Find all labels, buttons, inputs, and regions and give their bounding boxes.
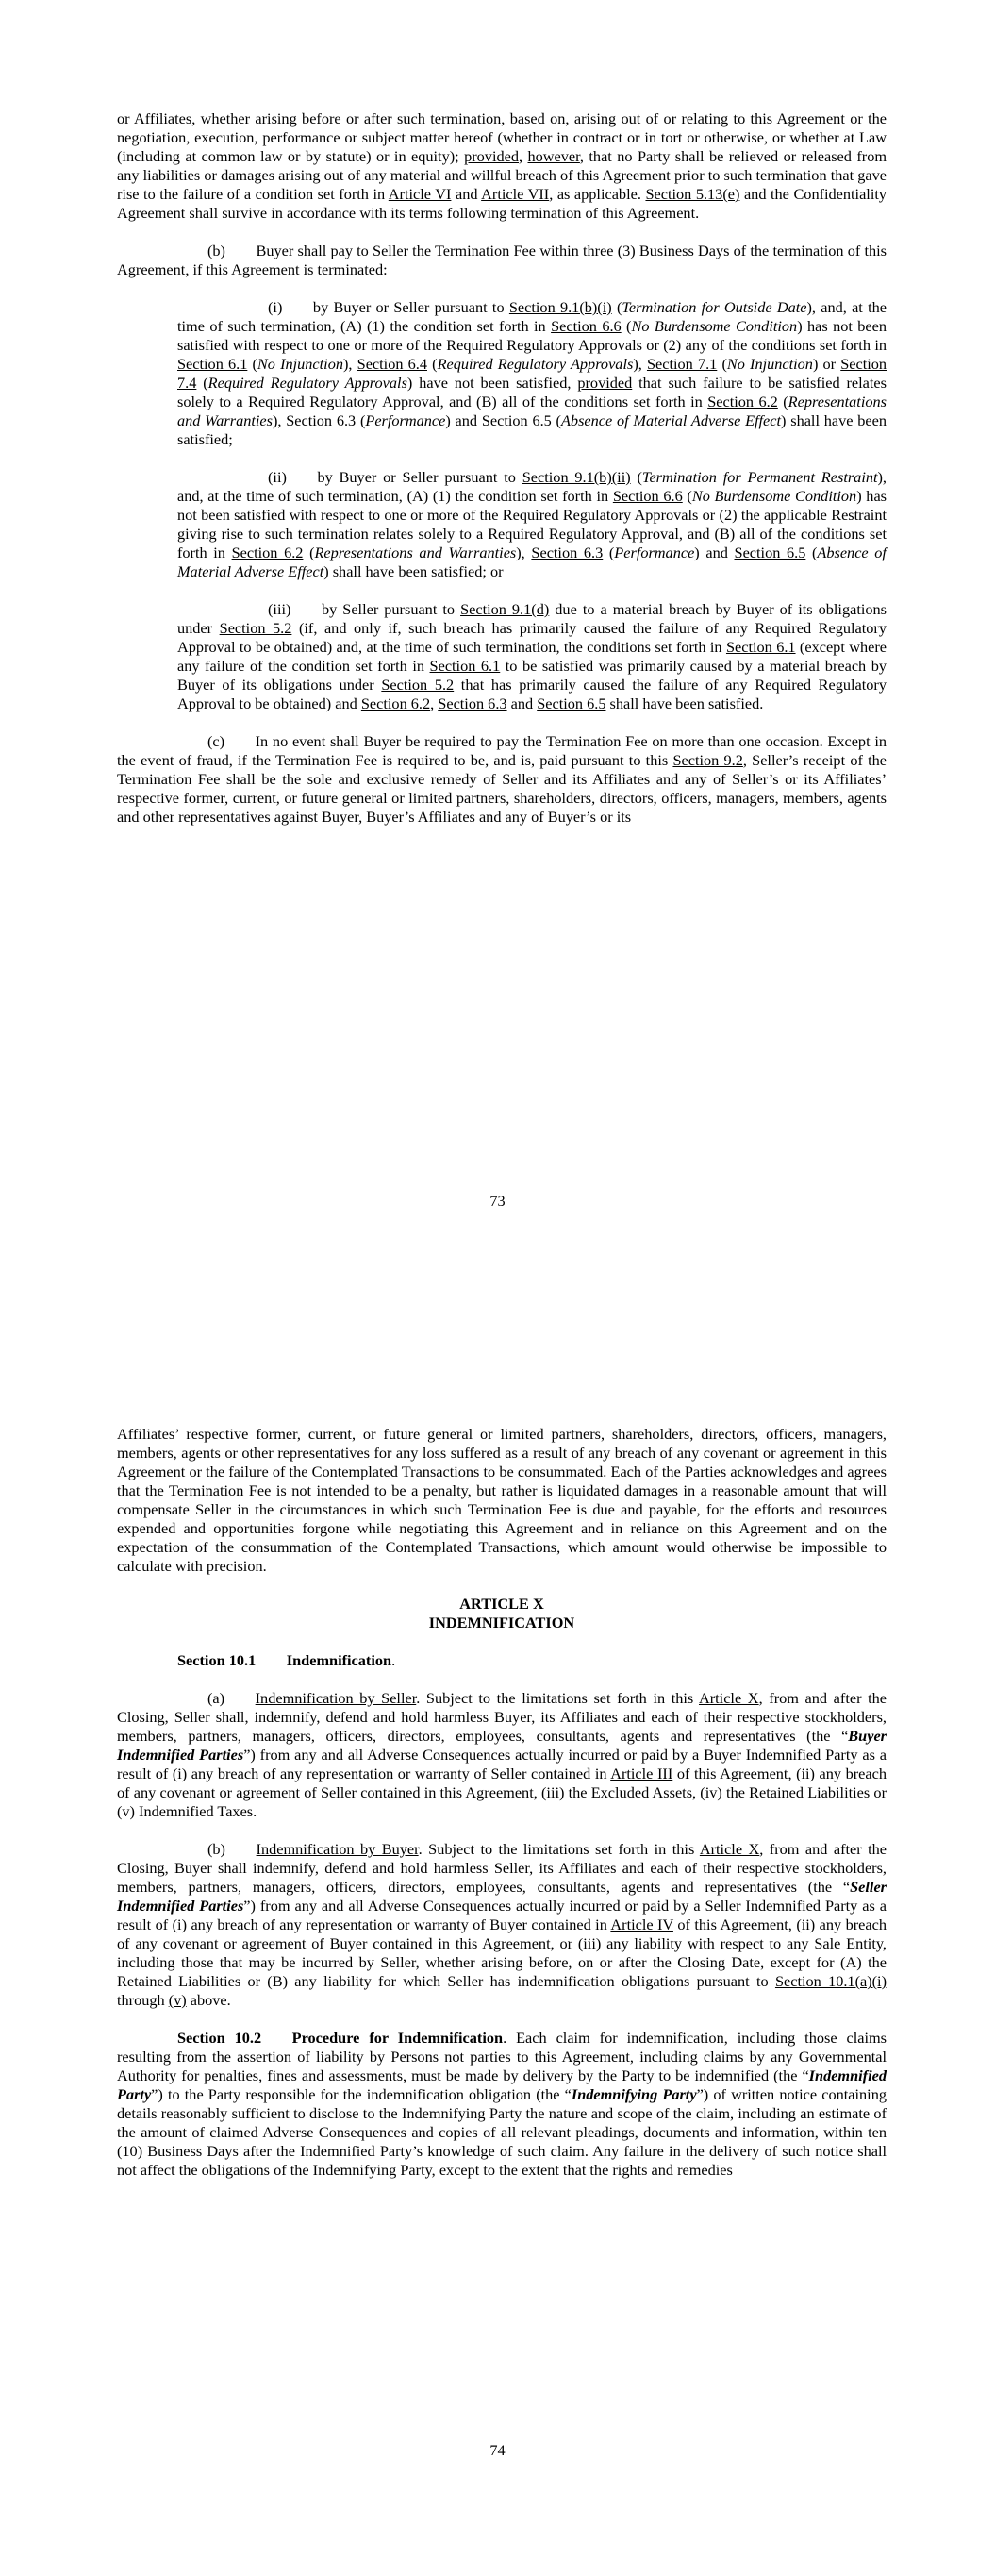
section-ref: Section 5.13(e) (645, 185, 740, 203)
page-73-body (117, 109, 887, 827)
page-74 (0, 1288, 995, 2576)
section-10-1-heading: Section 10.1 Indemnification. (177, 1651, 396, 1669)
termination-fee-clause-i: (i) by Buyer or Seller pursuant to Section 9.1(b)(i) (Termination for Outside Date), and, at the time of such termination, (A) (1) the condition set forth in Section 6.6 (No Burdensome Condition) has not been satisfied with respect to one or more of the Required Regulatory Approvals or (2) any of the conditions set forth in Section 6.1 (No Injunction), Section 6.4 (Required Regulatory Approvals), Section 7.1 (No Injunction) or Section 7.4 (Required Regulatory Approvals) have not been satisfied, provided that such failure to be satisfied relates solely to a Required Regulatory Approval, and (B) all of the conditions set forth in Section 6.2 (Representations and Warranties), Section 6.3 (Performance) and Section 6.5 (Absence of Material Adverse Effect) shall have been satisfied; (177, 298, 887, 448)
article-ref: Article VI (388, 185, 452, 203)
article-title: INDEMNIFICATION (428, 1614, 575, 1631)
page-number: 73 (489, 1192, 506, 1210)
termination-fee-paragraph-b: (b) Buyer shall pay to Seller the Termination Fee within three (3) Business Days of the termination of this Agreement, if this Agreement is terminated: (117, 242, 887, 278)
page-number: 74 (489, 2441, 506, 2459)
article-ref: Article VII (481, 185, 550, 203)
termination-fee-clause-ii: (ii) by Buyer or Seller pursuant to Section 9.1(b)(ii) (Termination for Permanent Restraint), and, at the time of such termination, (A) (1) the condition set forth in Section 6.6 (No Burdensome Condition) has not been satisfied with respect to one or more of the Required Regulatory Approvals or (2) the applicable Restraint giving rise to such termination relates solely to a Required Regulatory Approval, and (B) all of the conditions set forth in Section 6.2 (Representations and Warranties), Section 6.3 (Performance) and Section 6.5 (Absence of Material Adverse Effect) shall have been satisfied; or (177, 468, 887, 580)
termination-fee-paragraph-c: (c) In no event shall Buyer be required to pay the Termination Fee on more than one occasion. Except in the event of fraud, if the Termination Fee is required to be, and is, paid pursuant to this Section 9.2, Seller’s receipt of the Termination Fee shall be the sole and exclusive remedy of Seller and its Affiliates and any of Seller’s or its Affiliates’ respective former, current, or future general or limited partners, shareholders, directors, officers, managers, members, agents and other representatives against Buyer, Buyer’s Affiliates and any of Buyer’s or its (117, 732, 887, 826)
termination-fee-clause-iii: (iii) by Seller pursuant to Section 9.1(d) due to a material breach by Buyer of its obligations under Section 5.2 (if, and only if, such breach has primarily caused the failure of any Required Regulatory Approval to be obtained) and, at the time of such termination, the conditions set forth in Section 6.1 (except where any failure of the condition set forth in Section 6.1 to be satisfied was primarily caused by a material breach by Buyer of its obligations under Section 5.2 that has primarily caused the failure of any Required Regulatory Approval to be obtained) and Section 6.2, Section 6.3 and Section 6.5 shall have been satisfied. (177, 600, 887, 712)
liquidated-damages-paragraph: Affiliates’ respective former, current, or future general or limited partners, shareholders, directors, officers, managers, members, agents or other representatives for any loss suffered as a result of any breach of any covenant or agreement in this Agreement or the failure of the Contemplated Transactions to be consummated. Each of the Parties acknowledges and agrees that the Termination Fee is not intended to be a penalty, but rather is liquidated damages in a reasonable amount that will compensate Seller in the circumstances in which such Termination Fee is due and payable, for the efforts and resources expended and opportunities forgone while negotiating this Agreement and in reliance on this Agreement and on the expectation of the consummation of the Contemplated Transactions, which amount would otherwise be impossible to calculate with precision. (117, 1425, 887, 1575)
section-10-2-paragraph: Section 10.2 Procedure for Indemnification. Each claim for indemnification, including those claims resulting from the assertion of liability by Persons not parties to this Agreement, including claims by any Governmental Authority for penalties, fines and assessments, must be made by delivery by the Party to be indemnified (the “Indemnified Party”) to the Party responsible for the indemnification obligation (the “Indemnifying Party”) of written notice containing details reasonably sufficient to disclose to the Indemnifying Party the nature and scope of the claim, including an estimate of the amount of claimed Adverse Consequences and copies of all relevant pleadings, documents and information, within ten (10) Business Days after the Indemnified Party’s knowledge of such claim. Any failure in the delivery of such notice shall not affect the obligations of the Indemnifying Party, except to the extent that the rights and remedies (117, 2029, 887, 2179)
termination-survival-paragraph: or Affiliates, whether arising before or after such termination, based on, arising out of or relating to this Agreement or the negotiation, execution, performance or subject matter hereof (whether in contract or in tort or otherwise, or whether at Law (including at common law or by statute) or in equity); provided, however, that no Party shall be relieved or released from any liabilities or damages arising out of any material and willful breach of this Agreement prior to such termination that gave rise to the failure of a condition set forth in Article VI and Article VII, as applicable. Section 5.13(e) and the Confidentiality Agreement shall survive in accordance with its terms following termination of this Agreement. (117, 109, 887, 222)
indemnification-by-seller-paragraph: (a) Indemnification by Seller. Subject to the limitations set forth in this Article X, from and after the Closing, Seller shall, indemnify, defend and hold harmless Buyer, its Affiliates and each of their respective stockholders, members, partners, managers, officers, directors, employees, consultants, agents and representatives (the “Buyer Indemnified Parties”) from any and all Adverse Consequences actually incurred or paid by a Buyer Indemnified Party as a result of (i) any breach of any representation or warranty of Seller contained in Article III of this Agreement, (ii) any breach of any covenant or agreement of Seller contained in this Agreement, (iii) the Excluded Assets, (iv) the Retained Liabilities or (v) Indemnified Taxes. (117, 1689, 887, 1820)
page-74-body (117, 1425, 887, 2180)
article-number: ARTICLE X (459, 1595, 544, 1613)
indemnification-by-buyer-paragraph: (b) Indemnification by Buyer. Subject to the limitations set forth in this Article X, from and after the Closing, Buyer shall indemnify, defend and hold harmless Seller, its Affiliates and each of their respective stockholders, members, partners, managers, officers, directors, employees, consultants, agents and representatives (the “Seller Indemnified Parties”) from any and all Adverse Consequences actually incurred or paid by a Seller Indemnified Party as a result of (i) any breach of any representation or warranty of Buyer contained in Article IV of this Agreement, (ii) any breach of any covenant or agreement of Buyer contained in this Agreement, or (iii) any liability with respect to any Sale Entity, including those that may be incurred by Seller, whether arising before, on or after the Closing Date, except for (A) the Retained Liabilities or (B) any liability for which Seller has indemnification obligations pursuant to Section 10.1(a)(i) through (v) above. (117, 1840, 887, 2009)
